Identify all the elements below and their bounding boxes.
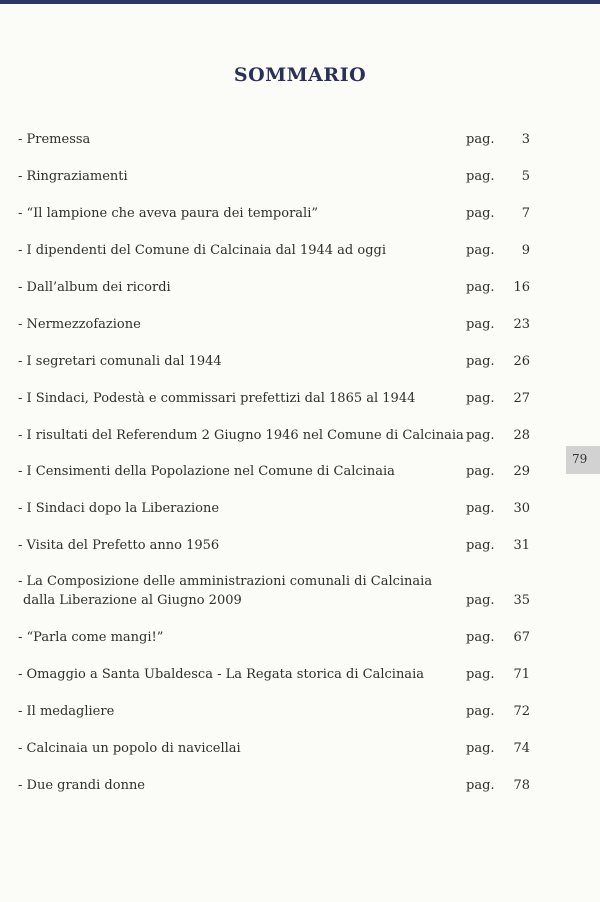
toc-entry-title bbox=[18, 702, 448, 721]
toc-entry-page-number: 71 bbox=[513, 667, 530, 682]
toc-entry-pag-label: pag. bbox=[466, 704, 495, 719]
toc-entry-page-number: 35 bbox=[513, 593, 530, 608]
toc-entry-title bbox=[18, 536, 448, 555]
toc-entry-title bbox=[18, 462, 448, 481]
toc-entry-title-line: - Omaggio a Santa Ubaldesca - La Regata storica di Calcinaia bbox=[18, 667, 424, 682]
toc-entry-pag-label: pag. bbox=[466, 464, 495, 479]
toc-entry-title bbox=[18, 499, 448, 518]
toc-entry-page-number: 74 bbox=[513, 741, 530, 756]
toc-entry-page-number: 3 bbox=[521, 132, 530, 147]
toc-entry-title bbox=[18, 389, 448, 408]
toc-entry-title-line: - I Sindaci dopo la Liberazione bbox=[18, 501, 220, 516]
toc-entry-pag-label: pag. bbox=[466, 280, 495, 295]
toc-entry-pag-label: pag. bbox=[466, 741, 495, 756]
toc-entry-pag-label: pag. bbox=[466, 206, 495, 221]
toc-entry-pag-label: pag. bbox=[466, 391, 495, 406]
toc-entry-title bbox=[18, 776, 448, 795]
toc-entry-page-number: 30 bbox=[513, 501, 530, 516]
toc-entry-title-line: - I Censimenti della Popolazione nel Comune di Calcinaia bbox=[18, 464, 395, 479]
toc-entry-page-number: 67 bbox=[513, 630, 530, 645]
toc-entry-title-line: - I Sindaci, Podestà e commissari prefettizi dal 1865 al 1944 bbox=[18, 391, 416, 406]
toc-entry-title-line: - Visita del Prefetto anno 1956 bbox=[18, 538, 220, 553]
toc-entry-title bbox=[18, 665, 448, 684]
toc-entry-page-number: 31 bbox=[513, 538, 530, 553]
toc-entry-title-line: - I risultati del Referendum 2 Giugno 1946 nel Comune di Calcinaia bbox=[18, 428, 464, 443]
toc-entry-title-line: - Ringraziamenti bbox=[18, 169, 128, 184]
page-number-tab bbox=[566, 446, 600, 474]
toc-entry-pag-label: pag. bbox=[466, 593, 495, 608]
toc-entry-title-line: - Premessa bbox=[18, 132, 91, 147]
toc-entry-title bbox=[18, 167, 448, 186]
toc-entry-page-number: 23 bbox=[513, 317, 530, 332]
toc-entry-title-line: - “Parla come mangi!” bbox=[18, 630, 164, 645]
toc-entry-title-line: - Dall’album dei ricordi bbox=[18, 280, 171, 295]
toc-entry-pag-label: pag. bbox=[466, 169, 495, 184]
toc-entry-title-line: - Due grandi donne bbox=[18, 778, 146, 793]
toc-entry-title bbox=[18, 572, 448, 610]
toc-entry-pag-label: pag. bbox=[466, 132, 495, 147]
toc-entry-page-number: 7 bbox=[521, 206, 530, 221]
toc-entry-pag-label: pag. bbox=[466, 428, 495, 443]
toc-entry-title-line: - I segretari comunali dal 1944 bbox=[18, 354, 222, 369]
toc-entry-title bbox=[18, 130, 448, 149]
toc-entry-pag-label: pag. bbox=[466, 243, 495, 258]
toc-entry-title bbox=[18, 352, 448, 371]
toc-entry-page-number: 16 bbox=[513, 280, 530, 295]
toc-entry-title-line: - Calcinaia un popolo di navicellai bbox=[18, 741, 241, 756]
toc-entry-title-line: dalla Liberazione al Giugno 2009 bbox=[23, 593, 242, 608]
toc-entry-title-line: - I dipendenti del Comune di Calcinaia dal 1944 ad oggi bbox=[18, 243, 387, 258]
toc-entry-page-number: 9 bbox=[521, 243, 530, 258]
toc-entry-pag-label: pag. bbox=[466, 317, 495, 332]
toc-entry-page-number: 26 bbox=[513, 354, 530, 369]
toc-entry-title-line: - “Il lampione che aveva paura dei temporali” bbox=[18, 206, 318, 221]
toc-entry-title bbox=[18, 241, 448, 260]
toc-entry-page-number: 27 bbox=[513, 391, 530, 406]
toc-entry-title bbox=[18, 315, 448, 334]
page-number-label: 79 bbox=[572, 452, 588, 466]
toc-entry-title-line: - La Composizione delle amministrazioni comunali di Calcinaia bbox=[18, 574, 433, 589]
toc-entry-page-number: 78 bbox=[513, 778, 530, 793]
page-title: SOMMARIO bbox=[233, 64, 367, 86]
toc-entry-page-number: 72 bbox=[513, 704, 530, 719]
toc-entry-pag-label: pag. bbox=[466, 667, 495, 682]
toc-entry-page-number: 28 bbox=[513, 428, 530, 443]
toc-entry-title bbox=[18, 628, 448, 647]
toc-entry-page-number: 29 bbox=[513, 464, 530, 479]
toc-entry-title bbox=[18, 204, 448, 223]
toc-entry-title-line: - Nermezzofazione bbox=[18, 317, 141, 332]
toc-entry-title bbox=[18, 278, 448, 297]
toc-entry-pag-label: pag. bbox=[466, 354, 495, 369]
toc-entry-title bbox=[18, 426, 464, 445]
toc-entry-title-line: - Il medagliere bbox=[18, 704, 115, 719]
toc-entry-pag-label: pag. bbox=[466, 778, 495, 793]
toc-entry-pag-label: pag. bbox=[466, 630, 495, 645]
toc-entry-pag-label: pag. bbox=[466, 501, 495, 516]
toc-entry-title bbox=[18, 739, 448, 758]
toc-entry-page-number: 5 bbox=[521, 169, 530, 184]
toc-entry-pag-label: pag. bbox=[466, 538, 495, 553]
